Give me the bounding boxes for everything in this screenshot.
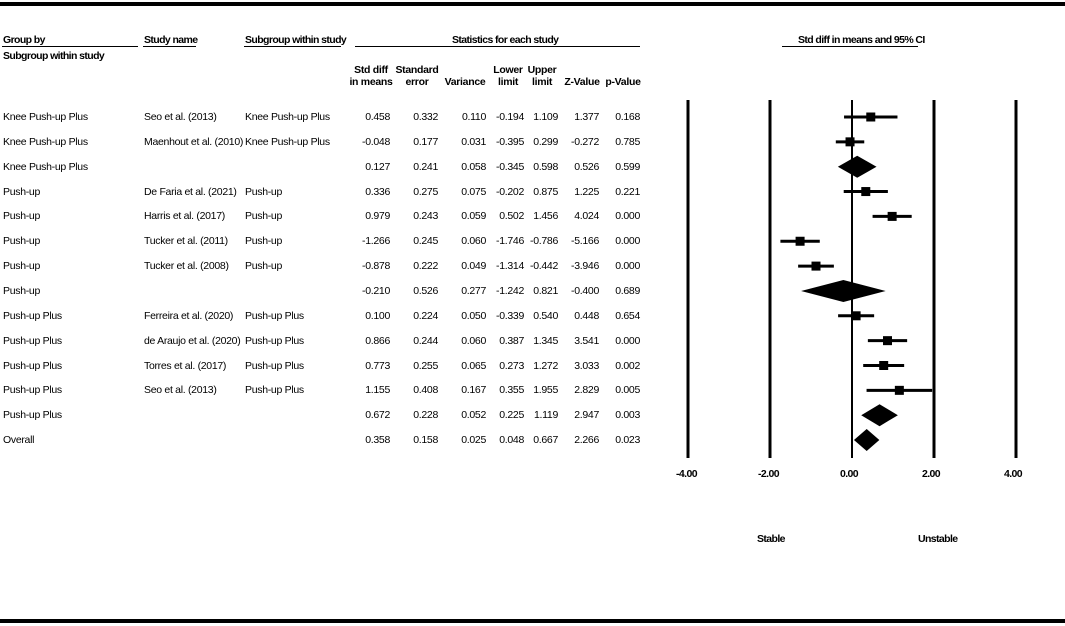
row-study-name: de Araujo et al. (2020) [144,334,241,347]
row-value-z: 1.225 [574,185,599,198]
row-subgroup: Knee Push-up Plus [245,111,330,123]
row-value-smd: 0.358 [365,434,390,447]
row-value-se: 0.243 [413,210,438,223]
row-value-smd: 0.979 [365,210,390,223]
row-value-z: 1.377 [574,111,599,123]
x-tick-label: 0.00 [840,468,859,480]
row-value-p: 0.689 [615,284,640,297]
row-value-var: 0.058 [461,160,486,173]
row-subgroup: Push-up [245,210,283,223]
row-value-z: -3.946 [571,260,599,273]
row-study-name: Torres et al. (2017) [144,359,227,372]
x-tick-label: -4.00 [676,468,697,480]
row-value-smd: 0.672 [365,409,390,422]
row-group-label: Push-up [3,260,41,273]
row-value-p: 0.023 [615,434,640,447]
row-value-p: 0.654 [615,309,640,322]
row-value-z: 2.266 [574,434,599,447]
row-value-se: 0.177 [413,135,438,148]
row-value-smd: -0.210 [362,284,390,297]
col-header-line: in means [349,76,393,88]
row-value-p: 0.000 [615,334,640,347]
row-value-upper: 1.345 [533,334,558,347]
col-header-line: Z-Value [564,76,600,88]
row-subgroup: Push-up [245,260,283,273]
row-value-lower: -0.345 [496,160,524,173]
row-value-lower: -1.242 [496,284,524,297]
col-header-line: Upper [527,64,557,76]
row-study-name: Maenhout et al. (2010) [144,135,244,148]
row-group-label: Push-up [3,284,41,297]
row-study-name: Harris et al. (2017) [144,210,225,223]
row-value-smd: -1.266 [362,235,390,248]
row-value-smd: -0.048 [362,135,390,148]
row-value-upper: 0.821 [533,284,558,297]
row-group-label: Overall [3,434,35,447]
row-value-lower: 0.355 [499,384,524,397]
summary-diamond [801,280,886,302]
col-header-se [394,64,440,88]
col-header-line: p-Value [605,76,641,88]
row-value-p: 0.005 [615,384,640,397]
row-value-var: 0.060 [461,235,486,248]
row-group-label: Push-up [3,185,41,198]
header-plot-title: Std diff in means and 95% CI [798,34,925,46]
row-subgroup: Push-up Plus [245,384,304,397]
header-underline [2,46,138,47]
col-header-std-diff [348,64,394,88]
row-value-se: 0.222 [413,260,438,273]
col-header-line: Std diff [354,64,388,76]
row-value-lower: -1.746 [496,235,524,248]
col-header-p [604,76,642,88]
label-unstable: Unstable [918,533,958,545]
row-value-p: 0.003 [615,409,640,422]
row-group-label: Push-up Plus [3,359,62,372]
row-value-smd: 0.458 [365,111,390,123]
row-value-upper: 1.272 [533,359,558,372]
col-header-variance [440,76,490,88]
header-study-name: Study name [144,34,198,46]
row-value-lower: 0.502 [499,210,524,223]
row-value-upper: 1.109 [533,111,558,123]
row-group-label: Knee Push-up Plus [3,111,88,123]
row-value-lower: -0.202 [496,185,524,198]
col-header-upper [526,64,558,88]
row-value-se: 0.255 [413,359,438,372]
row-value-upper: 0.875 [533,185,558,198]
point-estimate-square [883,336,892,345]
row-value-se: 0.408 [413,384,438,397]
point-estimate-square [852,311,861,320]
point-estimate-square [846,137,855,146]
row-value-smd: 0.100 [365,309,390,322]
row-value-p: 0.785 [615,135,640,148]
row-value-se: 0.245 [413,235,438,248]
point-estimate-square [895,386,904,395]
row-value-upper: -0.786 [530,235,558,248]
point-estimate-square [796,237,805,246]
row-value-z: 3.541 [574,334,599,347]
header-underline [244,46,341,47]
col-header-z [563,76,601,88]
overall-diamond [854,429,879,451]
row-value-smd: 0.773 [365,359,390,372]
row-value-var: 0.060 [461,334,486,347]
row-study-name: Tucker et al. (2011) [144,235,228,248]
row-value-smd: 0.127 [365,160,390,173]
x-tick-label: 4.00 [1004,468,1023,480]
point-estimate-square [812,262,821,271]
header-underline [355,46,640,47]
row-value-z: -0.272 [571,135,599,148]
col-header-line: Variance [444,76,486,88]
x-tick-label: -2.00 [758,468,779,480]
row-value-var: 0.065 [461,359,486,372]
row-subgroup: Push-up [245,185,283,198]
row-value-se: 0.332 [413,111,438,123]
top-rule [0,2,1065,6]
row-group-label: Knee Push-up Plus [3,135,88,148]
row-value-se: 0.228 [413,409,438,422]
row-value-z: 3.033 [574,359,599,372]
row-subgroup: Push-up Plus [245,309,304,322]
row-value-se: 0.241 [413,160,438,173]
label-stable: Stable [757,533,785,545]
row-value-z: 2.829 [574,384,599,397]
header-underline [782,46,918,47]
point-estimate-square [879,361,888,370]
col-header-line: limit [497,76,519,88]
row-value-p: 0.000 [615,260,640,273]
row-value-lower: 0.225 [499,409,524,422]
point-estimate-square [861,187,870,196]
row-value-z: -5.166 [571,235,599,248]
row-value-se: 0.224 [413,309,438,322]
row-group-label: Push-up [3,235,41,248]
row-value-upper: -0.442 [530,260,558,273]
row-value-upper: 1.955 [533,384,558,397]
row-subgroup: Push-up Plus [245,334,304,347]
row-value-lower: 0.387 [499,334,524,347]
row-group-label: Push-up [3,210,41,223]
row-value-smd: 0.336 [365,185,390,198]
row-value-p: 0.599 [615,160,640,173]
row-value-upper: 0.667 [533,434,558,447]
row-value-se: 0.275 [413,185,438,198]
row-value-upper: 0.540 [533,309,558,322]
row-value-z: 0.526 [574,160,599,173]
row-group-label: Knee Push-up Plus [3,160,88,173]
x-tick-label: 2.00 [922,468,941,480]
row-value-p: 0.221 [615,185,640,198]
row-subgroup: Push-up Plus [245,359,304,372]
row-value-lower: -0.194 [496,111,524,123]
row-value-upper: 0.598 [533,160,558,173]
point-estimate-square [866,113,875,122]
row-value-lower: 0.048 [499,434,524,447]
row-value-p: 0.000 [615,210,640,223]
row-value-upper: 1.456 [533,210,558,223]
row-value-var: 0.110 [462,111,486,123]
row-value-lower: 0.273 [499,359,524,372]
point-estimate-square [888,212,897,221]
row-value-var: 0.031 [461,135,486,148]
row-value-se: 0.158 [413,434,438,447]
header-statistics: Statistics for each study [452,34,559,46]
bottom-rule [0,619,1065,623]
row-study-name: Seo et al. (2013) [144,384,217,397]
row-value-var: 0.167 [461,384,486,397]
row-value-se: 0.526 [413,284,438,297]
row-group-label: Push-up Plus [3,309,62,322]
col-header-lower [490,64,526,88]
row-value-upper: 0.299 [533,135,558,148]
row-study-name: Seo et al. (2013) [144,111,217,123]
row-value-p: 0.002 [615,359,640,372]
row-subgroup: Push-up [245,235,283,248]
row-value-var: 0.059 [461,210,486,223]
row-value-se: 0.244 [413,334,438,347]
row-value-var: 0.050 [461,309,486,322]
row-value-lower: -0.395 [496,135,524,148]
col-header-line: Standard [395,64,439,76]
row-value-lower: -0.339 [496,309,524,322]
row-value-upper: 1.119 [534,409,558,422]
row-study-name: De Faria et al. (2021) [144,185,237,198]
row-value-var: 0.075 [461,185,486,198]
row-value-p: 0.168 [615,111,640,123]
row-value-var: 0.052 [461,409,486,422]
row-value-z: 0.448 [574,309,599,322]
col-header-line: Lower [493,64,523,76]
header-subgroup-within-study: Subgroup within study [245,34,347,46]
row-group-label: Push-up Plus [3,409,62,422]
row-study-name: Tucker et al. (2008) [144,260,229,273]
row-group-label: Push-up Plus [3,384,62,397]
header-underline [143,46,196,47]
row-value-lower: -1.314 [496,260,524,273]
col-header-line: error [405,76,429,88]
row-value-z: 4.024 [574,210,599,223]
row-subgroup: Knee Push-up Plus [245,135,330,148]
row-value-z: 2.947 [574,409,599,422]
row-value-smd: 0.866 [365,334,390,347]
row-value-z: -0.400 [571,284,599,297]
row-value-var: 0.277 [461,284,486,297]
summary-diamond [838,156,877,178]
row-value-var: 0.049 [461,260,486,273]
col-header-line: limit [531,76,553,88]
header-subgroup-left: Subgroup within study [3,50,105,62]
row-group-label: Push-up Plus [3,334,62,347]
row-value-var: 0.025 [461,434,486,447]
row-value-smd: -0.878 [362,260,390,273]
header-group-by: Group by [3,34,45,46]
row-study-name: Ferreira et al. (2020) [144,309,234,322]
row-value-smd: 1.155 [365,384,390,397]
row-value-p: 0.000 [615,235,640,248]
summary-diamond [861,404,898,426]
